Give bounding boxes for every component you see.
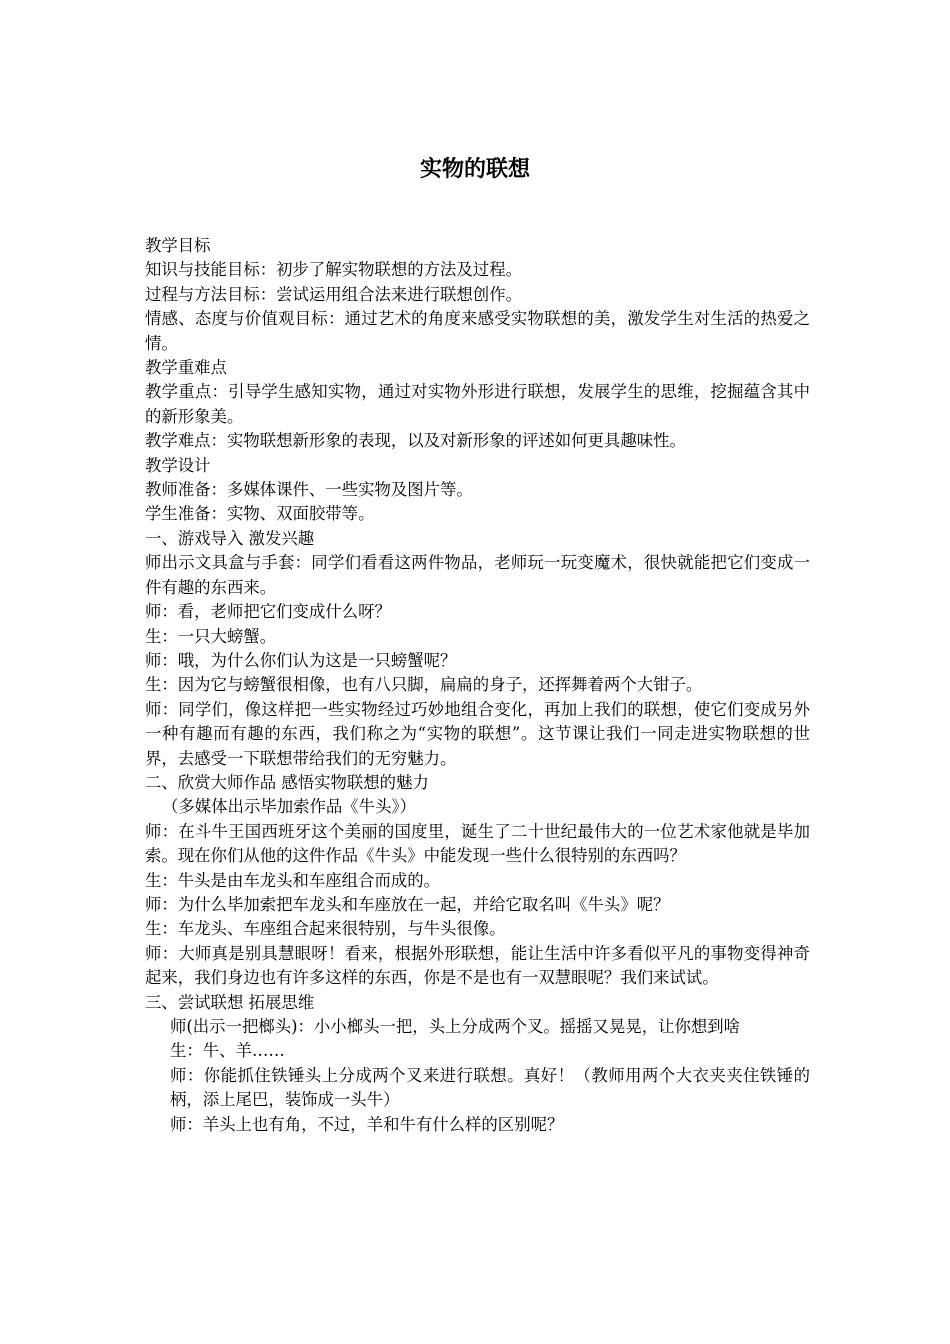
paragraph: 师出示文具盒与手套：同学们看看这两件物品，老师玩一玩变魔术，很快就能把它们变成一件有趣的东西来。: [145, 553, 810, 597]
document-body: [145, 234, 810, 1137]
document-title: 实物的联想: [419, 157, 530, 182]
paragraph: 教学重点：引导学生感知实物，通过对实物外形进行联想，发展学生的思维，挖掘蕴含其中的新形象美。: [145, 382, 810, 426]
section-heading: 教学设计: [145, 455, 211, 475]
dialogue-line: 生：牛、羊……: [170, 1041, 285, 1061]
dialogue-line: 生：牛头是由车龙头和车座组合而成的。: [145, 870, 441, 890]
section-heading: 一、游戏导入 激发兴趣: [145, 528, 315, 548]
dialogue-line: 师：羊头上也有角，不过，羊和牛有什么样的区别呢？: [170, 1114, 564, 1134]
section-heading: 二、欣赏大师作品 感悟实物联想的魅力: [145, 772, 429, 792]
section-heading: 教学重难点: [145, 358, 227, 378]
dialogue-line: 生：车龙头、车座组合起来很特别，与牛头很像。: [145, 919, 506, 939]
paragraph: 情感、态度与价值观目标：通过艺术的角度来感受实物联想的美，激发学生对生活的热爱之情。: [145, 309, 810, 353]
paragraph: 教师准备：多媒体课件、一些实物及图片等。: [145, 480, 473, 500]
dialogue-line: 师：同学们，像这样把一些实物经过巧妙地组合变化，再加上我们的联想，使它们变成另外一种有趣而有趣的东西，我们称之为“实物的联想”。这节课让我们一同走进实物联想的世界，去感受一下联想带给我们的无穷魅力。: [145, 699, 810, 768]
paragraph: 过程与方法目标：尝试运用组合法来进行联想创作。: [145, 284, 522, 304]
dialogue-line: 师：你能抓住铁锤头上分成两个叉来进行联想。真好！（教师用两个大衣夹夹住铁锤的柄，添上尾巴，装饰成一头牛）: [170, 1065, 810, 1110]
paragraph: 知识与技能目标：初步了解实物联想的方法及过程。: [145, 260, 522, 280]
dialogue-line: 师：大师真是别具慧眼呀！看来，根据外形联想，能让生活中许多看似平凡的事物变得神奇起来，我们身边也有许多这样的东西，你是不是也有一双慧眼呢？我们来试试。: [145, 943, 810, 988]
paragraph: 学生准备：实物、双面胶带等。: [145, 504, 375, 524]
dialogue-line: 师：为什么毕加索把车龙头和车座放在一起，并给它取名叫《牛头》呢？: [145, 894, 670, 914]
dialogue-line: 生：因为它与螃蟹很相像，也有八只脚，扁扁的身子，还挥舞着两个大钳子。: [145, 675, 703, 695]
dialogue-line: 生：一只大螃蟹。: [145, 626, 277, 646]
section-heading: 教学目标: [145, 236, 211, 255]
section-heading: 三、尝试联想 拓展思维: [145, 992, 315, 1012]
dialogue-line: 师：哦，为什么你们认为这是一只螃蟹呢？: [145, 650, 457, 670]
dialogue-line: 师：在斗牛王国西班牙这个美丽的国度里，诞生了二十世纪最伟大的一位艺术家他就是毕加索。现在你们从他的这件作品《牛头》中能发现一些什么很特别的东西吗？: [145, 821, 810, 866]
paragraph: （多媒体出示毕加索作品《牛头》）: [162, 797, 417, 817]
paragraph: 教学难点：实物联想新形象的表现，以及对新形象的评述如何更具趣味性。: [145, 431, 686, 451]
dialogue-line: 师：看，老师把它们变成什么呀？: [145, 602, 391, 622]
dialogue-line: 师(出示一把榔头)：小小榔头一把，头上分成两个叉。摇摇又晃晃，让你想到啥: [170, 1017, 741, 1036]
